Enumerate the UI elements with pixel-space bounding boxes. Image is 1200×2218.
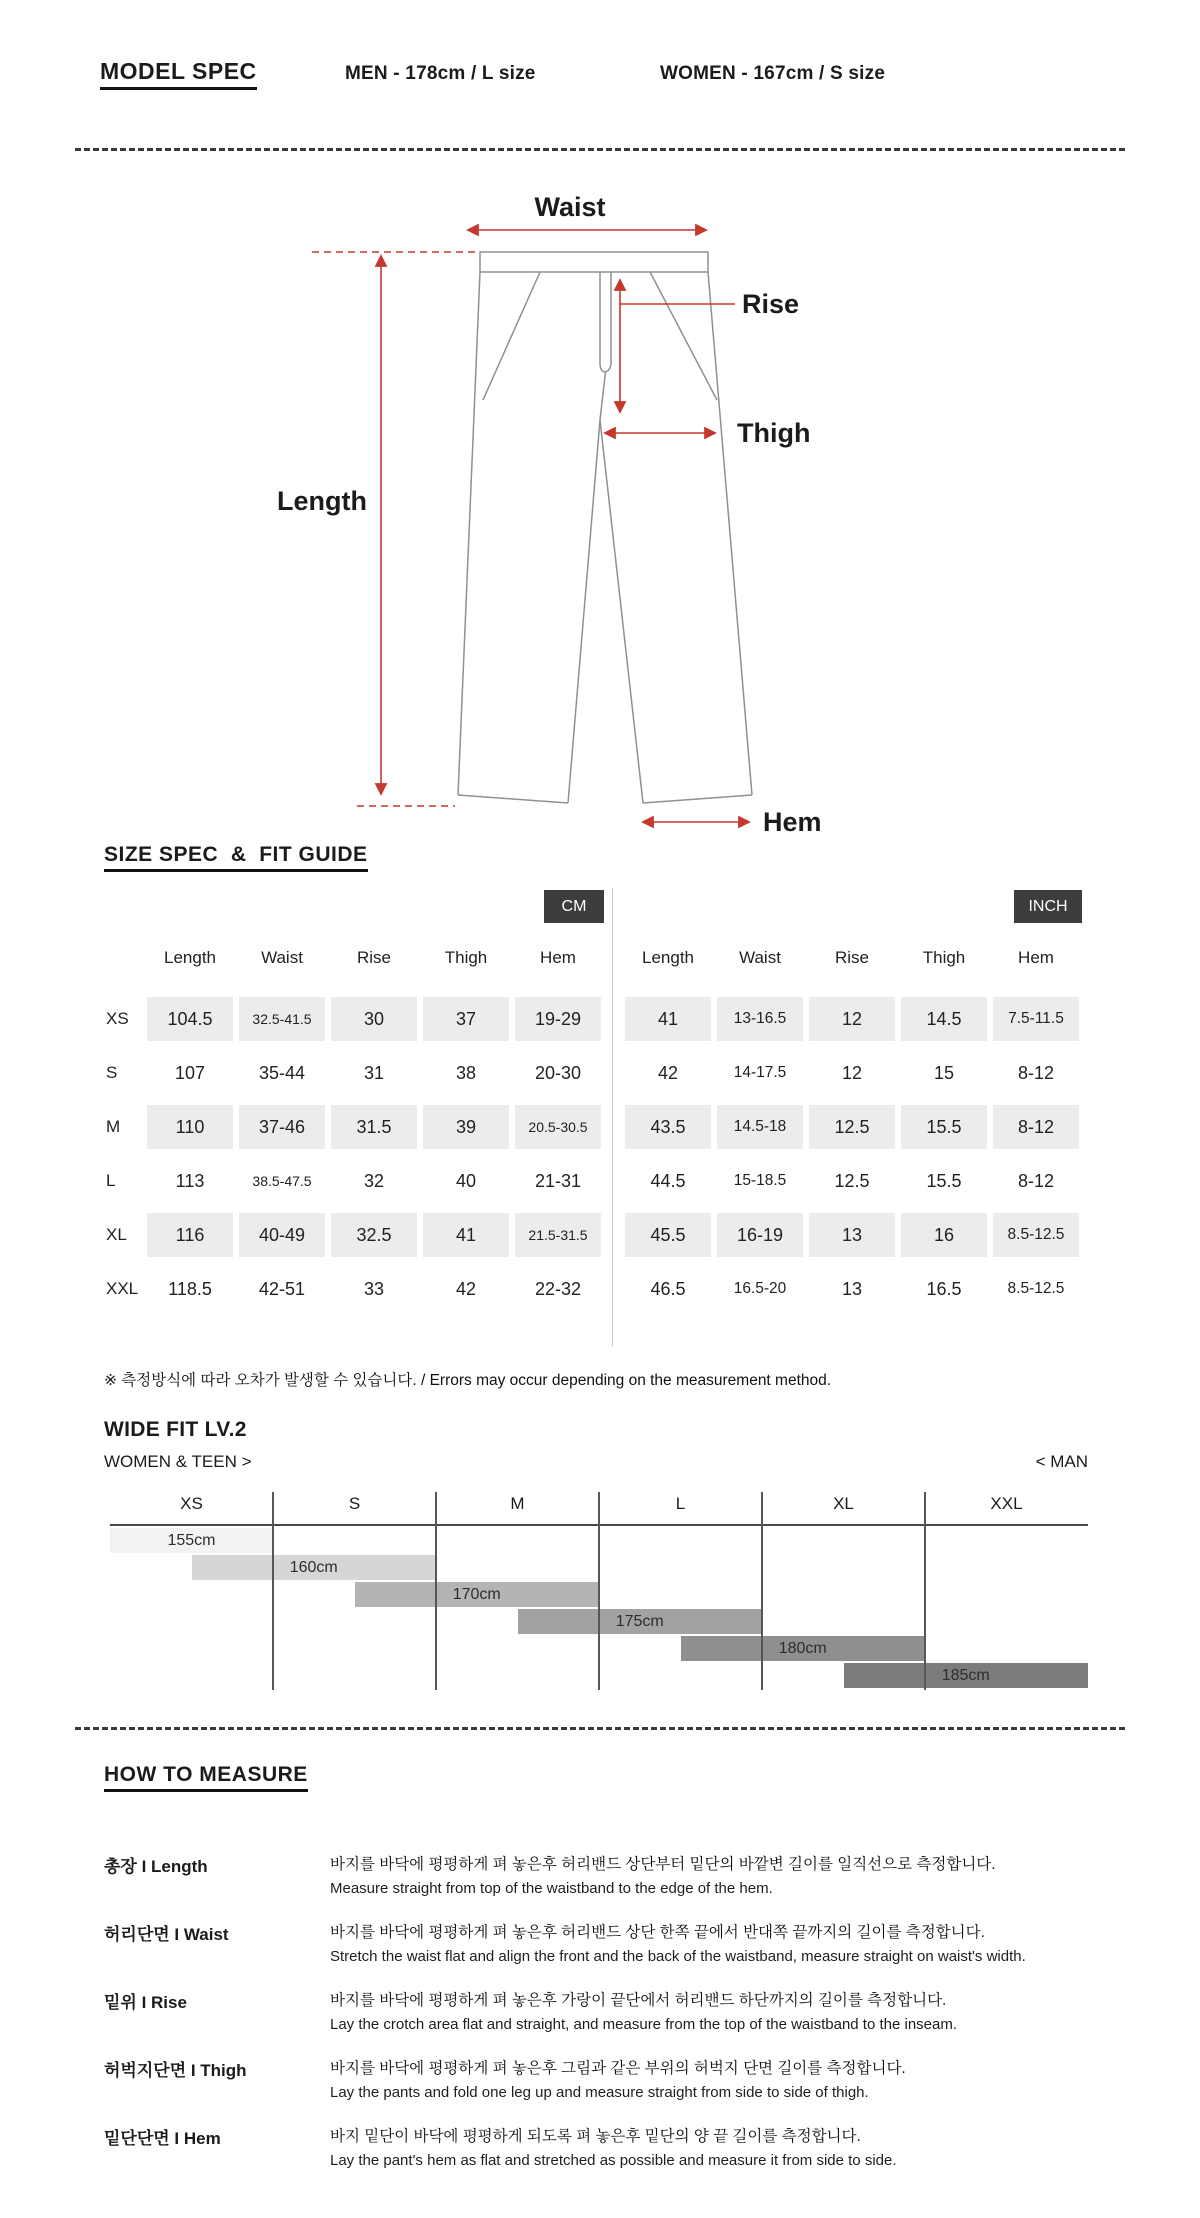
- table-cell: 15.5: [898, 1100, 990, 1154]
- table-cell: 15.5: [926, 1170, 962, 1191]
- table-cell: 16-19: [714, 1208, 806, 1262]
- measure-item-label: 허리단면 I Waist: [104, 1925, 229, 1944]
- fit-guide-left-label: WOMEN & TEEN >: [104, 1452, 252, 1471]
- table-cell: 38: [455, 1062, 477, 1083]
- measure-item-label: 총장 I Length: [104, 1857, 208, 1876]
- table-cell: 16.5: [926, 1278, 962, 1299]
- table-cell: 40-49: [236, 1208, 328, 1262]
- rise-label: Rise: [742, 289, 800, 319]
- fit-size-label: XXL: [990, 1494, 1023, 1513]
- column-header: Rise: [834, 948, 869, 967]
- table-cell: 41: [420, 1208, 512, 1262]
- column-header: Hem: [540, 948, 576, 967]
- column-header: Length: [164, 948, 216, 967]
- table-cell: 13: [841, 1278, 863, 1299]
- table-cell: 31.5: [328, 1100, 420, 1154]
- table-cell: 110: [144, 1100, 236, 1154]
- column-header: Hem: [1018, 948, 1054, 967]
- how-to-measure-title-wrap: [104, 1763, 308, 1787]
- fit-column-line: [761, 1492, 763, 1690]
- pants-outline: [458, 252, 752, 803]
- table-cell: 46.5: [650, 1278, 686, 1299]
- fit-guide-chart: [110, 1492, 1088, 1692]
- fit-size-label: XS: [180, 1494, 203, 1513]
- measure-item-label: 허벅지단면 I Thigh: [104, 2061, 247, 2080]
- table-cell: 31: [363, 1062, 385, 1083]
- model-spec-title: MODEL SPEC: [100, 58, 257, 90]
- measure-item-en: Stretch the waist flat and align the front and the back of the waistband, measure straight on waist's width.: [330, 1948, 1026, 1965]
- thigh-label: Thigh: [737, 418, 811, 448]
- pants-right-pocket: [650, 272, 717, 400]
- table-cell: 13-16.5: [714, 992, 806, 1046]
- table-divider-line: [612, 888, 613, 1346]
- table-cell: 40: [455, 1170, 477, 1191]
- size-label: XL: [106, 1225, 127, 1244]
- pants-measure-diagram: [75, 150, 1125, 835]
- hem-label: Hem: [763, 807, 822, 835]
- size-label: L: [106, 1171, 116, 1190]
- table-cell: 16: [898, 1208, 990, 1262]
- fit-column-line: [435, 1492, 437, 1690]
- table-cell: 21-31: [534, 1170, 582, 1191]
- measure-item-en: Measure straight from top of the waistband to the edge of the hem.: [330, 1880, 773, 1897]
- table-cell: 37: [420, 992, 512, 1046]
- table-cell: 39: [420, 1100, 512, 1154]
- fit-size-label: L: [675, 1494, 686, 1513]
- measure-item-en: Lay the pants and fold one leg up and measure straight from side to side of thigh.: [330, 2084, 869, 2101]
- table-cell: 104.5: [144, 992, 236, 1046]
- column-header: Waist: [261, 948, 303, 967]
- size-table-cm: [98, 938, 604, 1316]
- table-cell: 107: [174, 1062, 206, 1083]
- table-cell: 32.5: [328, 1208, 420, 1262]
- fit-size-label: M: [510, 1494, 525, 1513]
- pants-fly: [600, 272, 611, 372]
- column-header: Rise: [356, 948, 391, 967]
- size-label: M: [106, 1117, 121, 1136]
- cm-unit-badge: CM: [544, 890, 604, 923]
- column-header: Length: [642, 948, 694, 967]
- size-label: XS: [106, 1009, 129, 1028]
- table-cell: 15: [933, 1062, 955, 1083]
- table-cell: 14.5: [898, 992, 990, 1046]
- measure-item-label: 밑위 I Rise: [104, 1993, 187, 2012]
- table-cell: 12: [841, 1062, 863, 1083]
- table-cell: 8.5-12.5: [1007, 1280, 1065, 1297]
- table-cell: 13: [806, 1208, 898, 1262]
- table-cell: 8-12: [1017, 1062, 1055, 1083]
- fit-bar-170cm: 170cm: [355, 1582, 600, 1607]
- table-cell: 14-17.5: [733, 1064, 787, 1081]
- pants-waistband: [480, 252, 708, 272]
- table-cell: 43.5: [622, 1100, 714, 1154]
- table-cell: 33: [363, 1278, 385, 1299]
- table-cell: 116: [144, 1208, 236, 1262]
- table-cell: 8-12: [990, 1100, 1082, 1154]
- measure-arrows: [312, 230, 749, 822]
- fit-bar-155cm: 155cm: [110, 1528, 273, 1553]
- size-spec-section-title: SIZE SPEC & FIT GUIDE: [104, 843, 368, 867]
- model-spec-women: WOMEN - 167cm / S size: [660, 63, 886, 84]
- table-cell: 21.5-31.5: [512, 1208, 604, 1262]
- fit-column-line: [272, 1492, 274, 1690]
- fit-bar-175cm: 175cm: [518, 1609, 763, 1634]
- table-cell: 20.5-30.5: [512, 1100, 604, 1154]
- measure-item-en: Lay the pant's hem as flat and stretched as possible and measure it from side to side.: [330, 2152, 897, 2169]
- table-cell: 7.5-11.5: [990, 992, 1082, 1046]
- fit-bar-185cm: 185cm: [844, 1663, 1089, 1688]
- waist-label: Waist: [534, 192, 606, 222]
- measure-item-en: Lay the crotch area flat and straight, and measure from the top of the waistband to the inseam.: [330, 2016, 958, 2033]
- table-cell: 30: [328, 992, 420, 1046]
- fit-column-line: [924, 1492, 926, 1690]
- table-cell: 35-44: [258, 1062, 306, 1083]
- table-cell: 16.5-20: [733, 1280, 787, 1297]
- table-cell: 38.5-47.5: [252, 1173, 312, 1189]
- table-cell: 42-51: [258, 1278, 306, 1299]
- inch-unit-badge: INCH: [1014, 890, 1082, 923]
- table-cell: 20-30: [534, 1062, 582, 1083]
- measure-item-ko: 바지 밑단이 바닥에 평평하게 되도록 펴 놓은후 밑단의 양 끝 길이를 측정합니다.: [330, 2128, 861, 2145]
- table-cell: 14.5-18: [714, 1100, 806, 1154]
- table-cell: 42: [455, 1278, 477, 1299]
- page-title: [100, 58, 257, 85]
- column-header: Waist: [739, 948, 781, 967]
- pants-left-pocket: [483, 272, 540, 400]
- table-cell: 42: [657, 1062, 679, 1083]
- size-table-inch: [622, 938, 1082, 1316]
- table-cell: 118.5: [168, 1278, 212, 1299]
- measurement-note: ※ 측정방식에 따라 오차가 발생할 수 있습니다. / Errors may occur depending on the measurement method.: [104, 1372, 832, 1389]
- how-to-measure-title: HOW TO MEASURE: [104, 1763, 308, 1792]
- column-header: Thigh: [444, 948, 488, 967]
- table-cell: 15-18.5: [733, 1172, 787, 1189]
- table-cell: 12.5: [834, 1170, 870, 1191]
- fit-guide-right-label: < MAN: [1035, 1452, 1088, 1471]
- fit-guide-title: WIDE FIT LV.2: [104, 1418, 247, 1441]
- column-header: Thigh: [922, 948, 966, 967]
- table-cell: 32.5-41.5: [236, 992, 328, 1046]
- table-cell: 19-29: [512, 992, 604, 1046]
- table-cell: 37-46: [236, 1100, 328, 1154]
- measure-item-ko: 바지를 바닥에 평평하게 펴 놓은후 허리밴드 상단 한쪽 끝에서 반대쪽 끝까지의 길이를 측정합니다.: [330, 1924, 985, 1941]
- length-label: Length: [277, 486, 367, 516]
- table-cell: 44.5: [650, 1170, 686, 1191]
- fit-bar-180cm: 180cm: [681, 1636, 926, 1661]
- size-label: XXL: [106, 1279, 139, 1298]
- size-label: S: [106, 1063, 118, 1082]
- measure-item-label: 밑단단면 I Hem: [104, 2129, 221, 2148]
- measure-item-ko: 바지를 바닥에 평평하게 펴 놓은후 그림과 같은 부위의 허벅지 단면 길이를 측정합니다.: [330, 2060, 906, 2077]
- table-cell: 32: [363, 1170, 385, 1191]
- fit-size-label: XL: [833, 1494, 854, 1513]
- table-cell: 12: [806, 992, 898, 1046]
- table-cell: 8-12: [1017, 1170, 1055, 1191]
- fit-bar-160cm: 160cm: [192, 1555, 437, 1580]
- table-cell: 22-32: [534, 1278, 582, 1299]
- bottom-dashed-divider: [75, 1727, 1125, 1730]
- table-cell: 41: [622, 992, 714, 1046]
- table-cell: 113: [175, 1170, 205, 1191]
- table-corner: [98, 938, 144, 978]
- fit-column-line: [598, 1492, 600, 1690]
- measure-item-ko: 바지를 바닥에 평평하게 펴 놓은후 가랑이 끝단에서 허리밴드 하단까지의 길이를 측정합니다.: [330, 1992, 947, 2009]
- fit-size-label: S: [348, 1494, 361, 1513]
- table-cell: 8.5-12.5: [990, 1208, 1082, 1262]
- table-cell: 45.5: [622, 1208, 714, 1262]
- model-spec-men: MEN - 178cm / L size: [345, 63, 536, 84]
- measure-item-ko: 바지를 바닥에 평평하게 펴 놓은후 허리밴드 상단부터 밑단의 바깥변 길이를 일직선으로 측정합니다.: [330, 1856, 996, 1873]
- table-cell: 12.5: [806, 1100, 898, 1154]
